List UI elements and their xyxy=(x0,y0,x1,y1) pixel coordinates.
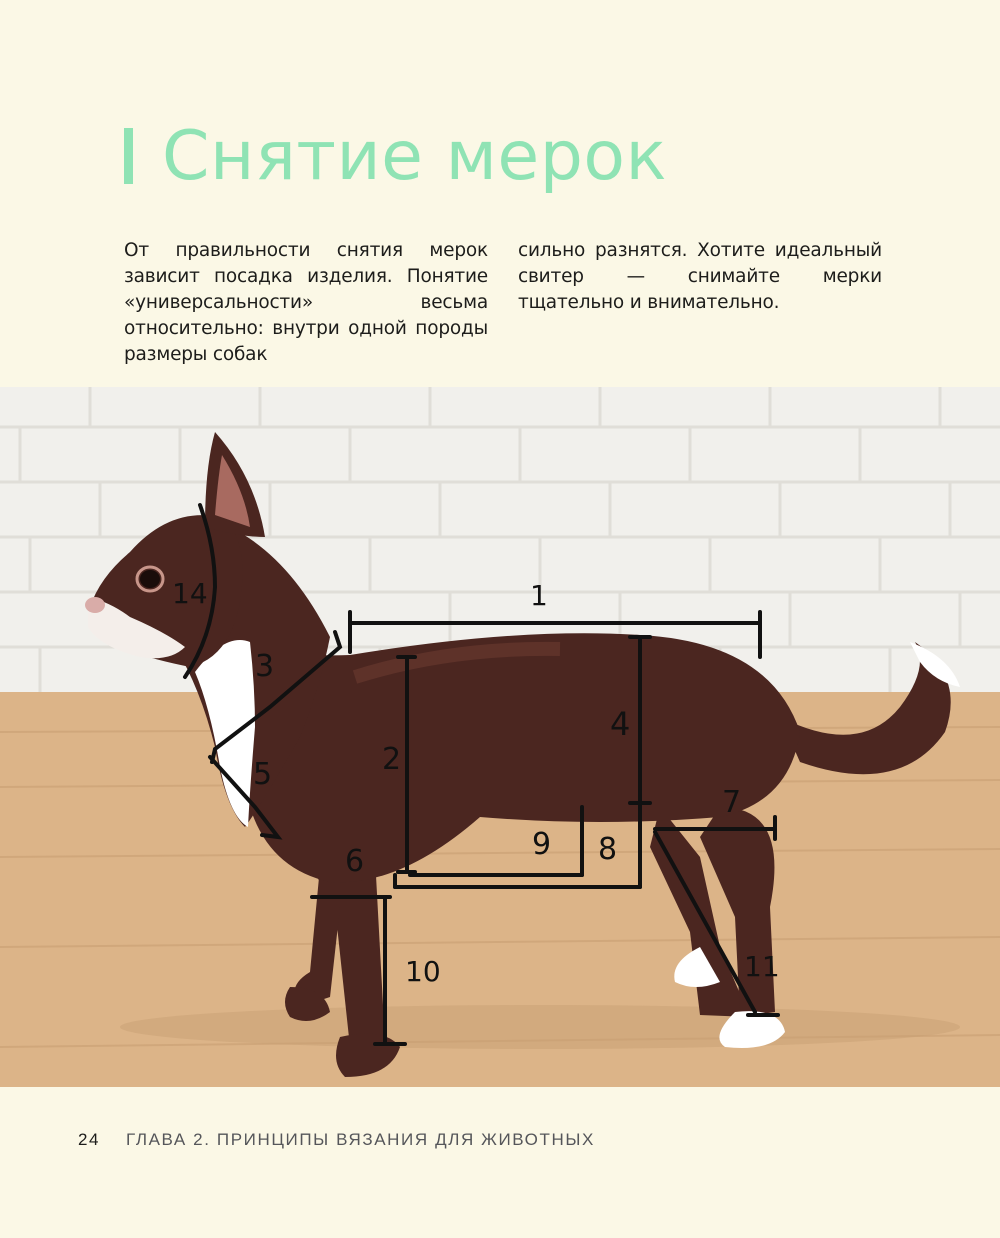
dog-measurement-photo xyxy=(0,387,1000,1087)
page-number: 24 xyxy=(78,1130,101,1149)
title-accent-bar xyxy=(124,128,133,184)
measure-label-7: 7 xyxy=(722,785,742,820)
measure-label-5: 5 xyxy=(253,757,273,792)
measure-label-3: 3 xyxy=(255,649,275,684)
measure-label-4: 4 xyxy=(610,705,631,743)
intro-text-right: сильно разнятся. Хотите идеальный свитер — снимайте мерки тщательно и внимательно. xyxy=(518,240,882,313)
measure-label-1: 1 xyxy=(530,579,548,612)
measure-label-8: 8 xyxy=(598,832,618,867)
measure-label-2: 2 xyxy=(382,742,402,777)
page-footer xyxy=(78,1130,595,1150)
intro-text-left: От правильности снятия мерок зависит посадка изделия. Понятие «универсальности» весьма относительно: внутри одной породы размеры собак xyxy=(124,240,488,365)
chapter-title: ГЛАВА 2. ПРИНЦИПЫ ВЯЗАНИЯ ДЛЯ ЖИВОТНЫХ xyxy=(126,1130,595,1149)
measure-label-11: 11 xyxy=(744,950,780,983)
measure-label-9: 9 xyxy=(532,827,552,862)
measure-label-6: 6 xyxy=(345,844,365,879)
measure-label-14: 14 xyxy=(172,577,208,610)
page-title: Снятие мерок xyxy=(162,117,668,196)
measure-label-10: 10 xyxy=(405,955,441,988)
